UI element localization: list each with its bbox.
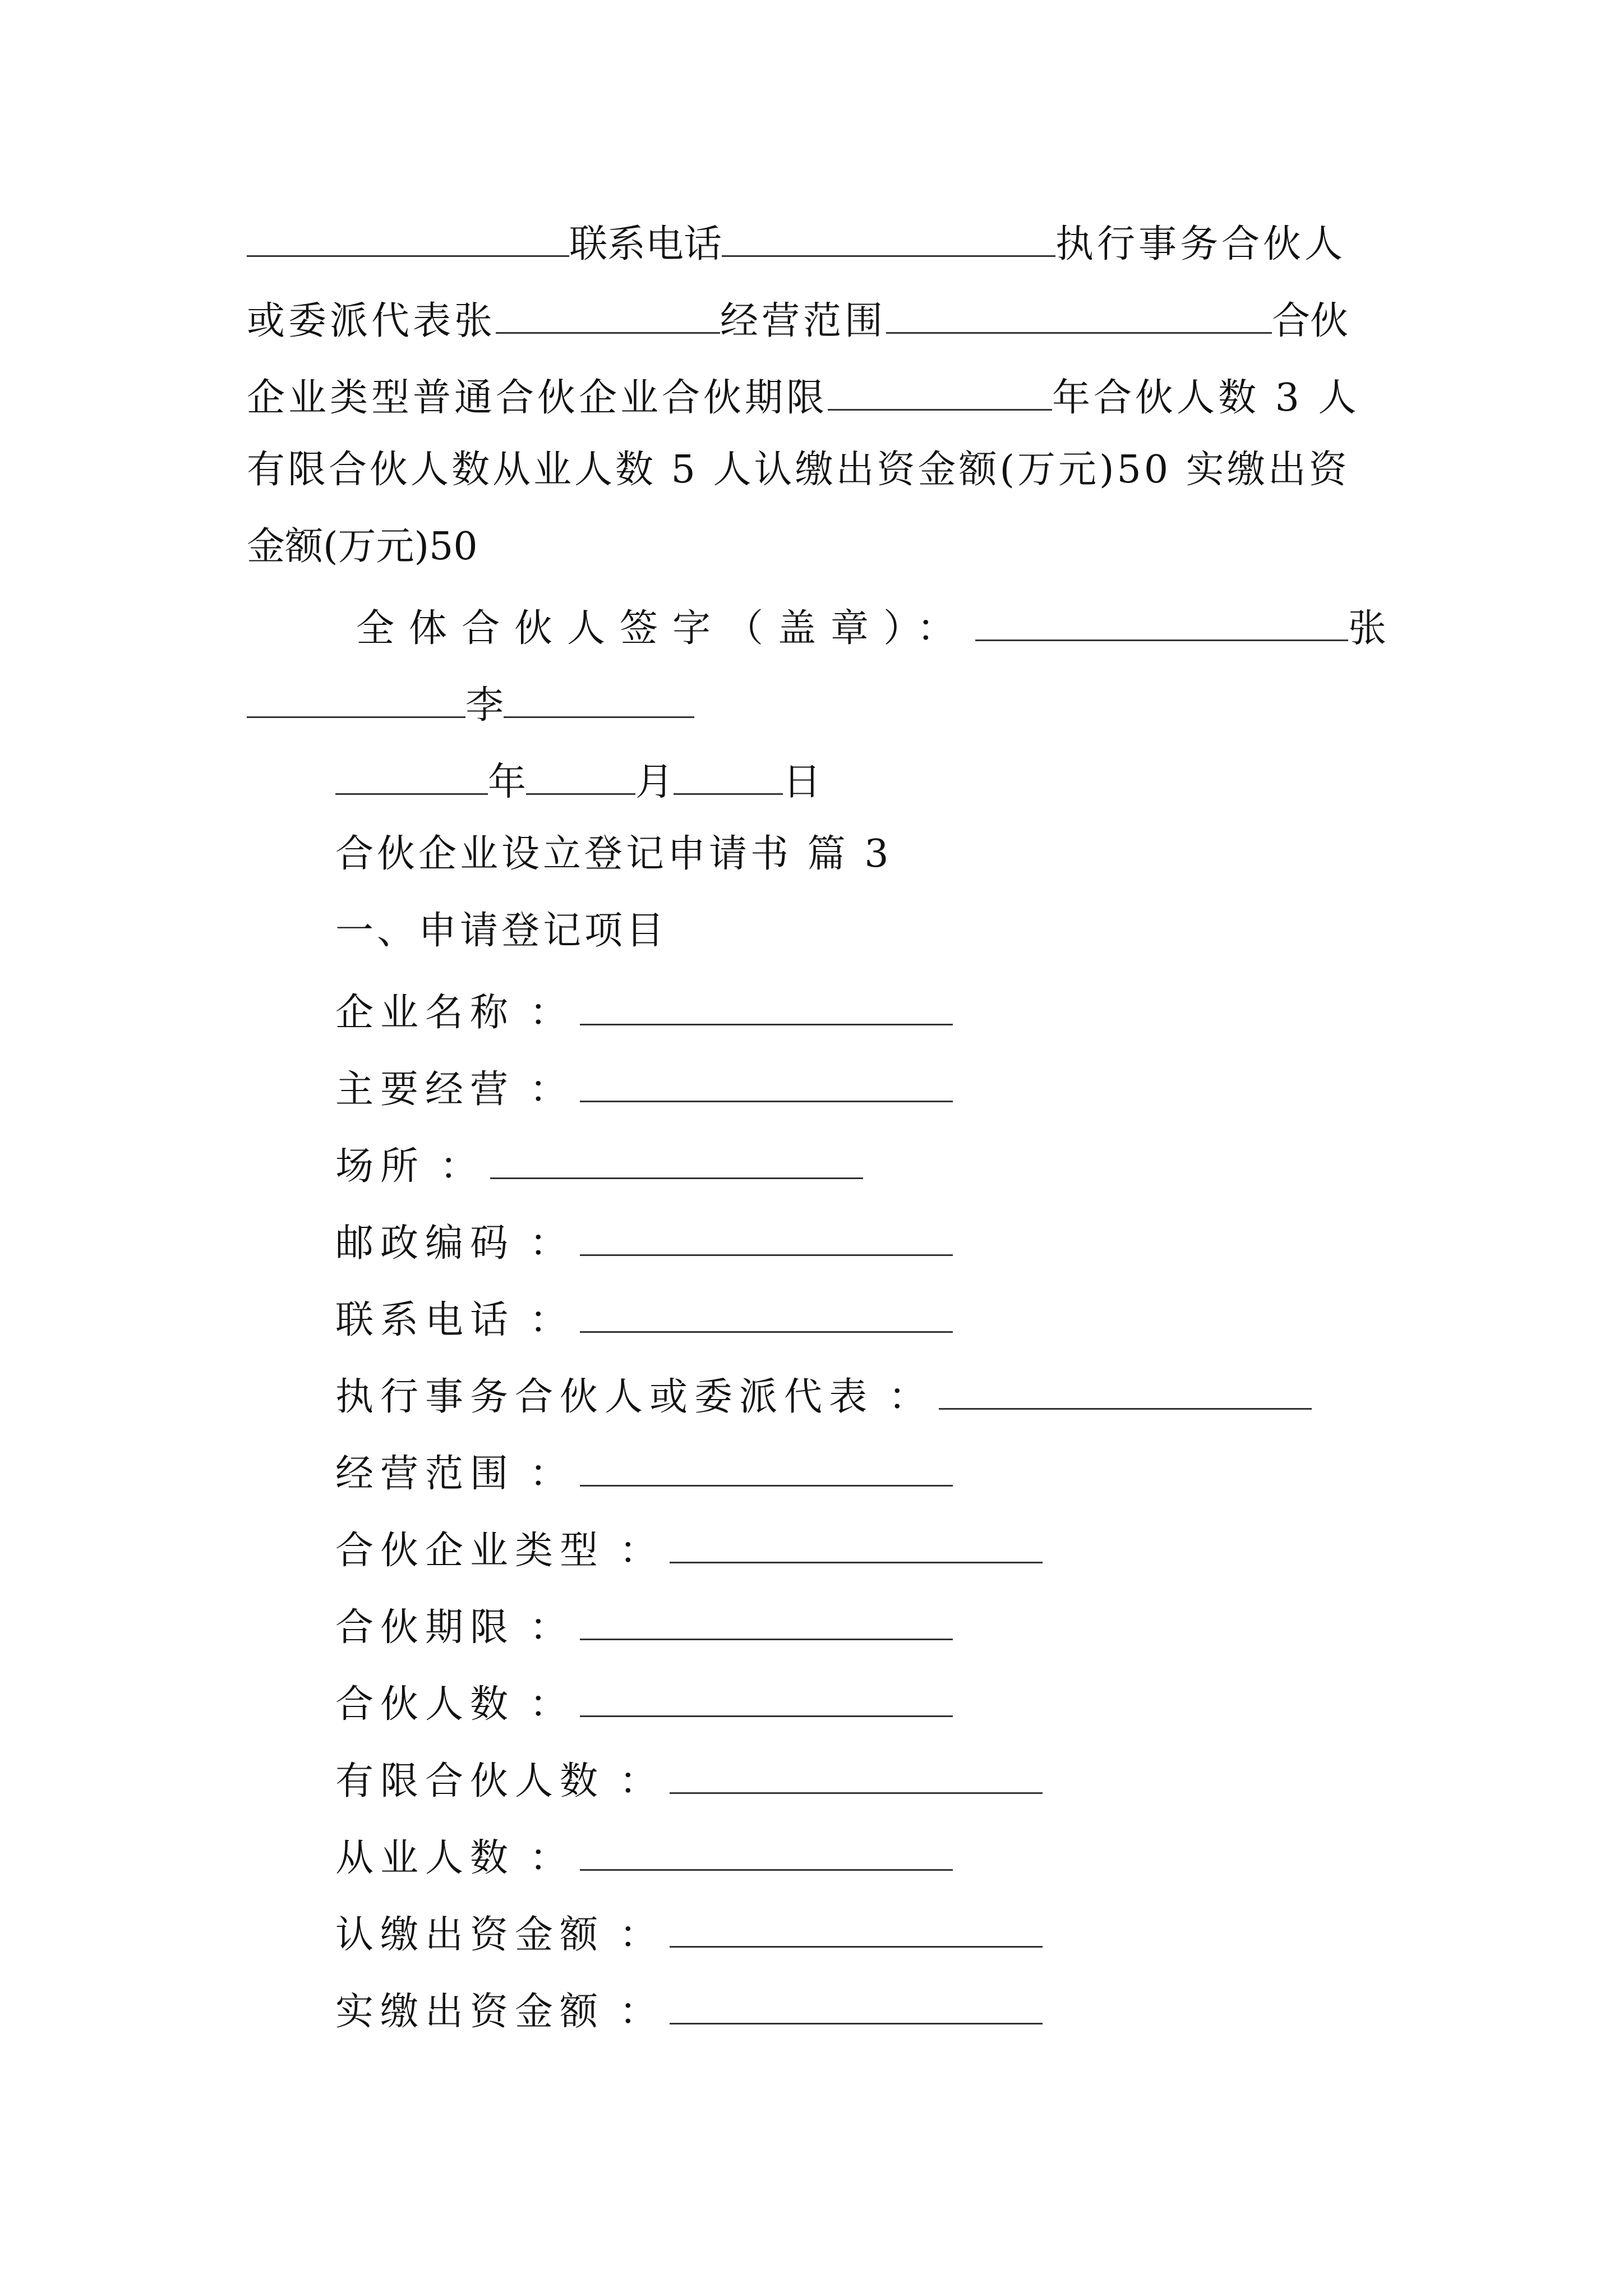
field-row [335, 1143, 863, 1189]
field-row [335, 1681, 953, 1727]
date-year-label: 年 [488, 760, 527, 804]
signature-blank [975, 605, 1348, 641]
field-colon: ： [529, 1452, 568, 1496]
field-row [335, 1604, 953, 1650]
text-segment: 执行事务合伙人 [1055, 222, 1347, 266]
field-row [335, 1988, 1043, 2034]
field-row [335, 1066, 953, 1112]
field-blank [670, 1988, 1043, 2024]
field-colon: ： [529, 991, 568, 1035]
field-row [335, 1757, 1043, 1801]
field-colon: ： [888, 1375, 927, 1419]
blank-field [886, 297, 1272, 334]
field-blank [670, 1527, 1043, 1563]
field-blank [490, 1143, 863, 1179]
date-line [335, 758, 821, 802]
blank-field [722, 220, 1055, 257]
field-label: 有限合伙人数 [335, 1759, 605, 1803]
field-label: 企业名称 [335, 991, 515, 1035]
field-colon: ： [529, 1298, 568, 1342]
para-line-5: 金额(万元)50 [247, 524, 478, 569]
field-label: 认缴出资金额 [335, 1913, 605, 1957]
field-blank [580, 1296, 953, 1333]
field-row [335, 1296, 953, 1340]
signature-line [356, 605, 1387, 651]
field-label: 实缴出资金额 [335, 1990, 605, 2034]
field-row [335, 1450, 953, 1496]
field-colon: ： [619, 1990, 658, 2034]
text-segment: 企业类型普通合伙企业合伙期限 [247, 376, 828, 420]
field-label: 联系电话 [335, 1298, 515, 1342]
field-label: 场所 [335, 1144, 426, 1189]
field-label: 合伙期限 [335, 1605, 515, 1650]
field-row [335, 1911, 1043, 1957]
field-colon: ： [529, 1068, 568, 1112]
field-blank [580, 1220, 953, 1256]
field-label: 执行事务合伙人或委派代表 [335, 1375, 874, 1419]
field-blank [580, 1834, 953, 1871]
field-colon: ： [440, 1144, 478, 1189]
field-blank [580, 1450, 953, 1487]
field-colon: ： [619, 1759, 658, 1803]
field-blank [939, 1373, 1312, 1410]
text-segment: 合伙 [1272, 299, 1349, 343]
field-blank [580, 1681, 953, 1717]
field-colon: ： [529, 1682, 568, 1727]
field-row [335, 1373, 1312, 1419]
para-line-4: 有限合伙人数从业人数 5 人认缴出资金额(万元)50 实缴出资 [247, 448, 1350, 492]
signature-line-2 [247, 682, 694, 728]
field-label: 主要经营 [335, 1068, 515, 1112]
field-label: 邮政编码 [335, 1221, 515, 1266]
date-day-blank [674, 758, 783, 795]
signature-label: 全体合伙人签字（盖章）： [356, 606, 970, 651]
field-colon: ： [619, 1529, 658, 1573]
section-title: 合伙企业设立登记申请书 篇 3 [335, 832, 892, 876]
field-label: 经营范围 [335, 1452, 515, 1496]
blank-field [247, 682, 465, 718]
field-blank [580, 1066, 953, 1102]
field-row [335, 1834, 953, 1878]
field-blank [670, 1911, 1043, 1948]
field-row [335, 1527, 1043, 1573]
field-blank [670, 1757, 1043, 1794]
field-blank [580, 1604, 953, 1640]
date-month-blank [526, 758, 635, 795]
subsection-title: 一、申请登记项目 [335, 909, 668, 953]
field-colon: ： [529, 1605, 568, 1650]
para-line-3 [247, 374, 1360, 420]
signature-name-2: 李 [465, 683, 504, 728]
field-label: 从业人数 [335, 1836, 515, 1880]
text-segment: 或委派代表张 [247, 299, 496, 343]
blank-field [496, 297, 720, 334]
text-segment: 经营范围 [720, 299, 887, 343]
field-colon: ： [529, 1836, 568, 1880]
field-blank [580, 989, 953, 1025]
date-year-blank [335, 758, 488, 795]
blank-field [247, 220, 569, 257]
blank-field [504, 682, 694, 718]
field-row [335, 1220, 953, 1266]
field-row [335, 989, 953, 1035]
para-line-2 [247, 297, 1348, 341]
field-label: 合伙人数 [335, 1682, 515, 1727]
para-line-1 [247, 220, 1346, 264]
field-colon: ： [619, 1913, 658, 1957]
date-day-label: 日 [783, 760, 822, 804]
signature-name-1: 张 [1348, 606, 1387, 651]
date-month-label: 月 [635, 760, 674, 804]
text-segment: 联系电话 [569, 222, 722, 266]
text-segment: 年合伙人数 3 人 [1052, 376, 1360, 420]
field-label: 合伙企业类型 [335, 1529, 605, 1573]
field-colon: ： [529, 1221, 568, 1266]
blank-field [828, 374, 1052, 411]
